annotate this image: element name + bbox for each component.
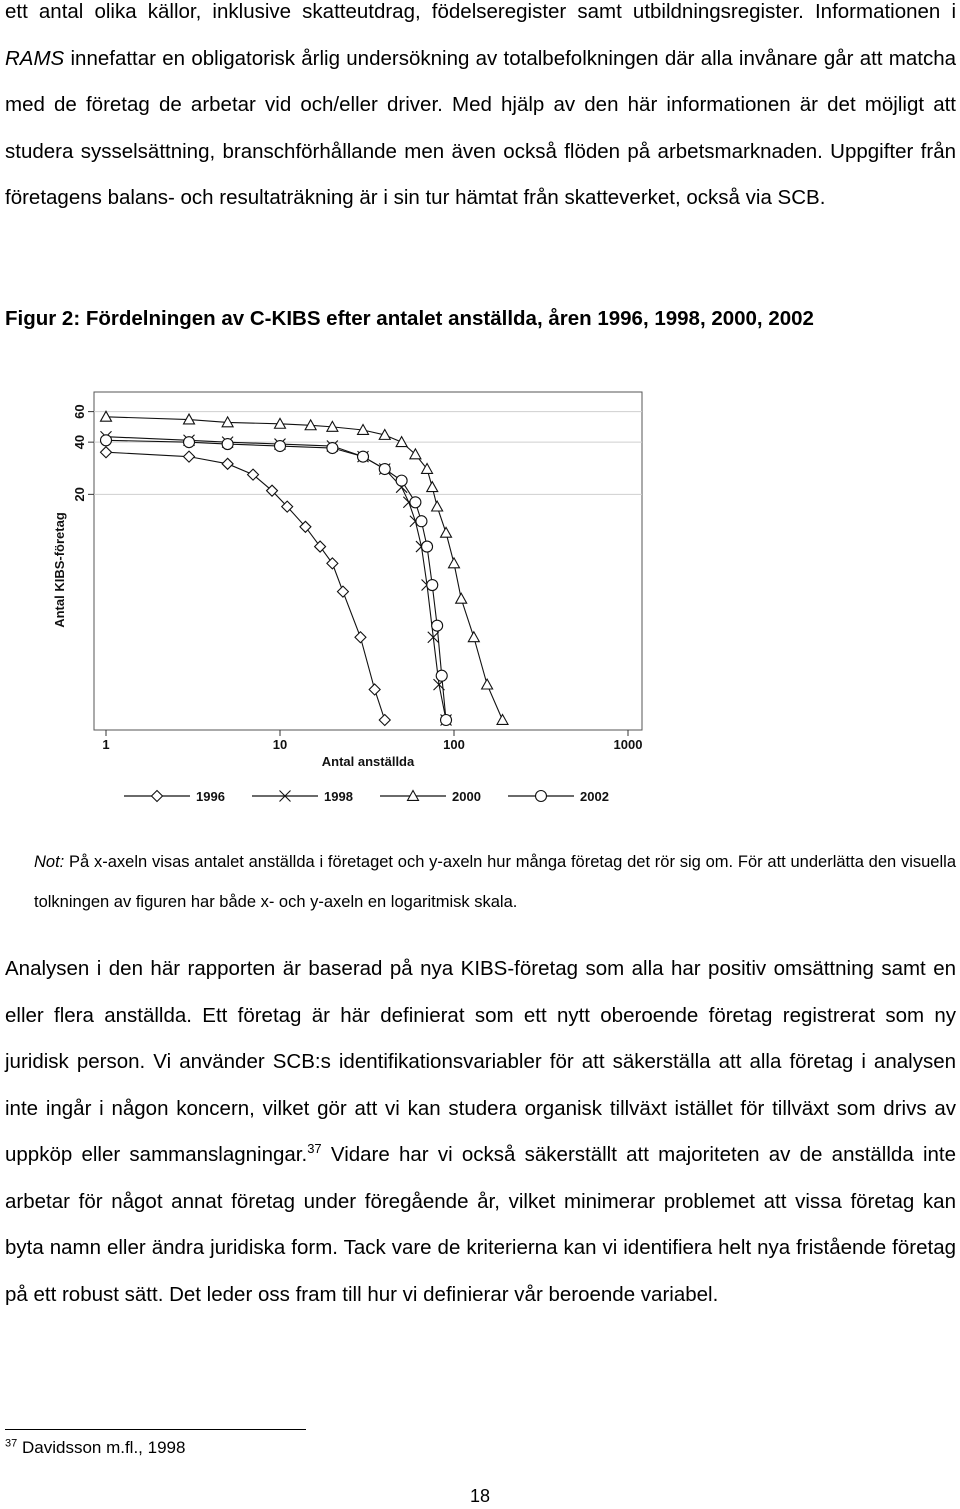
marker-circle [536, 791, 547, 802]
x-axis [102, 730, 642, 752]
note-label: Not: [34, 853, 65, 871]
legend-item-1996 [124, 789, 225, 804]
marker-circle [427, 580, 438, 591]
marker-circle [416, 516, 427, 527]
body-paragraph-2 [5, 946, 956, 1318]
marker-circle [101, 435, 112, 446]
series-1996 [101, 447, 391, 726]
marker-triangle [101, 411, 112, 421]
marker-triangle [441, 527, 452, 537]
marker-circle [396, 475, 407, 486]
marker-circle [410, 497, 421, 508]
marker-triangle [396, 437, 407, 447]
page-number: 18 [469, 1486, 491, 1506]
legend-label: 2002 [580, 789, 609, 804]
footnote-number: 37 [5, 1437, 18, 1450]
footnote-text: Davidsson m.fl., 1998 [21, 1438, 186, 1457]
figure-caption: Figur 2: Fördelningen av C-KIBS efter antalet anställda, åren 1996, 1998, 2000, 2002 [5, 307, 814, 330]
marker-circle [422, 541, 433, 552]
marker-diamond [337, 586, 348, 597]
marker-diamond [222, 458, 233, 469]
marker-circle [432, 620, 443, 631]
marker-circle [358, 451, 369, 462]
y-axis-title: Antal KIBS-företag [52, 512, 67, 628]
marker-triangle [427, 482, 438, 492]
y-tick-label: 60 [72, 404, 87, 419]
x-tick-label: 1 [102, 737, 110, 752]
note-text: På x-axeln visas antalet anställda i företaget och y-axeln hur många företag det rör sig om. För att underlätta den visuella tolkningen av figuren har både x- och y-axeln en logaritmisk skala. [34, 853, 956, 911]
figure-chart [40, 370, 650, 815]
x-tick-label: 1000 [613, 737, 643, 752]
body-paragraph-1: ett antal olika källor, inklusive skatteutdrag, födelseregister samt utbildningsregister. Informationen i RAMS innefattar en obligatorisk årlig undersökning av totalbefolkningen där alla invånare går att matcha med de företag de arbetar vid och/eller driver. Med hjälp av den här informationen är det möjligt att studera sysselsättning, branschförhållande men även också flöden på arbetsmarknaden. Uppgifter från företagens balans- och resultaträkning är i sin tur hämtat från skatteverket, också via SCB. [5, 0, 956, 209]
marker-diamond [355, 632, 366, 643]
marker-triangle [468, 632, 479, 642]
para2-text-b: Vidare har vi också säkerställt att majoriteten av de anställda inte arbetar för något annat företag under föregående år, vilket minimerar problemet att vissa företag kan byta namn eller ändra juridiska form. Tack vare de kriterierna kan vi identifiera helt nya fristående företag på ett robust sätt. Det leder oss fram till hur vi definierar vår beroende variabel. [5, 1143, 956, 1306]
x-axis-title: Antal anställda [321, 754, 415, 769]
marker-circle [222, 439, 233, 450]
marker-circle [327, 443, 338, 454]
marker-circle [379, 464, 390, 475]
marker-diamond [315, 541, 326, 552]
marker-circle [436, 670, 447, 681]
footnote [5, 1438, 185, 1458]
figure-note [34, 842, 956, 922]
legend-label: 2000 [452, 789, 481, 804]
y-tick-label: 20 [72, 487, 87, 502]
marker-diamond [327, 558, 338, 569]
series-2002 [101, 435, 452, 726]
y-axis [72, 404, 94, 501]
series-group [101, 411, 509, 725]
marker-circle [184, 437, 195, 448]
series-line [106, 440, 446, 720]
marker-diamond [379, 715, 390, 726]
marker-circle [275, 441, 286, 452]
series-line [106, 437, 446, 720]
marker-diamond [184, 451, 195, 462]
marker-circle [441, 715, 452, 726]
marker-triangle [497, 715, 508, 725]
marker-triangle [432, 501, 443, 511]
marker-diamond [369, 684, 380, 695]
y-tick-label: 40 [72, 434, 87, 450]
legend-label: 1996 [196, 789, 225, 804]
marker-triangle [456, 593, 467, 603]
plot-frame [94, 392, 642, 730]
marker-diamond [152, 791, 163, 802]
marker-triangle [449, 558, 460, 568]
para2-text-a: Analysen i den här rapporten är baserad på nya KIBS-företag som alla har positiv omsättning samt en eller flera anställda. Ett företag är här definierat som ett nytt oberoende företag registrerat som ny juridisk person. Vi använder SCB:s identifikationsvariabler för att säkerställa att alla företag i analysen inte ingår i någon koncern, vilket gör att vi kan studera organisk tillväxt istället för tillväxt som drivs av uppköp eller sammanslagningar. [5, 957, 956, 1166]
x-tick-label: 100 [443, 737, 465, 752]
legend-item-1998 [252, 789, 353, 804]
legend [124, 789, 609, 804]
grid-lines [94, 412, 642, 495]
legend-label: 1998 [324, 789, 353, 804]
footnote-divider [5, 1429, 306, 1430]
marker-diamond [101, 447, 112, 458]
marker-triangle [482, 679, 493, 689]
footnote-reference: 37 [307, 1141, 322, 1157]
legend-item-2000 [380, 789, 481, 804]
emphasis-rams: RAMS [5, 46, 65, 70]
legend-item-2002 [508, 789, 609, 804]
x-tick-label: 10 [272, 737, 288, 752]
